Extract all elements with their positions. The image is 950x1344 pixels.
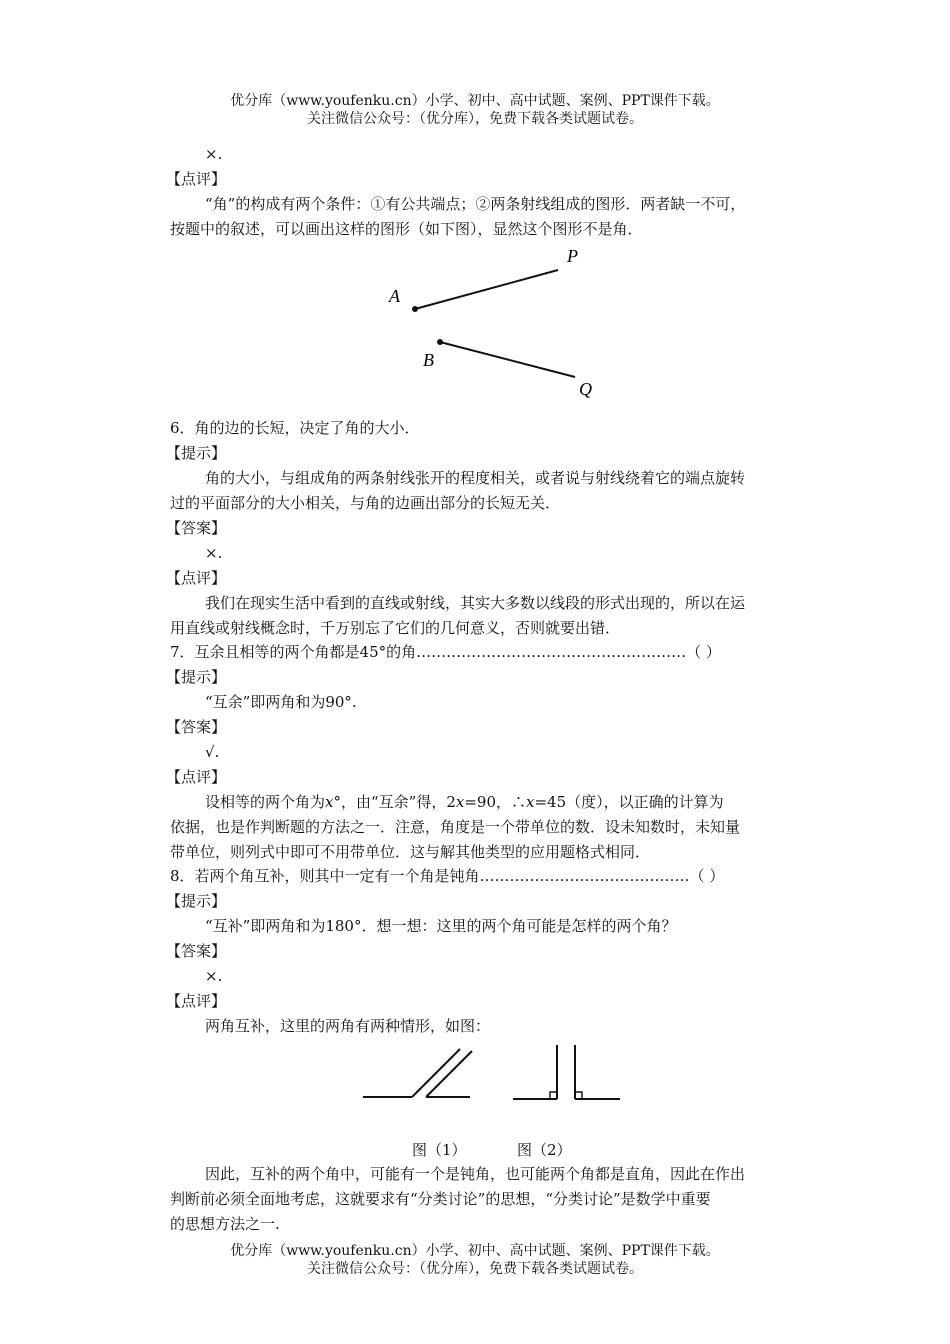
fig1-ray-right (426, 1051, 472, 1097)
q7-hint: “互余”即两角和为90°. (205, 693, 357, 711)
q6-comment-label: 【点评】 (166, 569, 227, 587)
var-x-1: x (325, 793, 334, 811)
header-line-2: 关注微信公众号：（优分库），免费下载各类试题试卷。 (307, 111, 643, 127)
fig2-right-mark-left (550, 1092, 557, 1099)
header-line-1: 优分库（www.youfenku.cn）小学、初中、高中试题、案例、PPT课件下载。 (230, 93, 720, 109)
q7-comment-1d: =45（度），以正确的计算为 (534, 793, 724, 811)
q6-comment-line-2: 用直线或射线概念时，千万别忘了它们的几何意义，否则就要出错． (170, 619, 621, 637)
q8-comment-label: 【点评】 (166, 992, 227, 1010)
q5-comment-line-2: 按题中的叙述，可以画出这样的图形（如下图），显然这个图形不是角． (170, 220, 643, 238)
q6-hint-label: 【提示】 (166, 444, 227, 462)
q7-answer-label: 【答案】 (166, 718, 227, 736)
q8-hint: “互补”即两角和为180°．想一想：这里的两个角可能是怎样的两个角？ (205, 917, 677, 935)
q7-comment-line-2: 依据，也是作判断题的方法之一．注意，角度是一个带单位的数．设未知数时，未知量 (170, 818, 741, 836)
q7-comment-1a: 设相等的两个角为 (205, 793, 326, 811)
q6-answer-label: 【答案】 (166, 519, 227, 537)
figure-2-right-angles (508, 1042, 623, 1106)
q6-question: 6．角的边的长短，决定了角的大小． (170, 419, 420, 437)
label-q: Q (579, 379, 592, 399)
point-b (437, 339, 443, 345)
var-x-3: x (526, 793, 535, 811)
q7-question: 7．互余且相等的两个角都是45°的角………………………………………………（ ） (170, 643, 721, 661)
q7-answer: √. (205, 743, 220, 761)
q6-hint-line-1: 角的大小，与组成角的两条射线张开的程度相关，或者说与射线绕着它的端点旋转 (205, 469, 746, 487)
q7-comment-line-3: 带单位，则列式中即可不用带单位．这与解其他类型的应用题格式相同． (170, 843, 651, 861)
label-a: A (389, 286, 400, 306)
point-a (412, 306, 418, 312)
q8-answer-label: 【答案】 (166, 942, 227, 960)
q6-answer: ×. (205, 544, 223, 562)
q8-question: 8．若两个角互补，则其中一定有一个角是钝角……………………………………（ ） (170, 867, 725, 885)
fig2-right-mark-right (575, 1092, 582, 1099)
q7-hint-label: 【提示】 (166, 668, 227, 686)
figure-1-obtuse-angles (360, 1045, 475, 1105)
q7-comment-label: 【点评】 (166, 768, 227, 786)
q5-comment-label: 【点评】 (166, 170, 227, 188)
q8-answer: ×. (205, 967, 223, 985)
q8-conclusion-line-1: 因此，互补的两个角中，可能有一个是钝角，也可能两个角都是直角，因此在作出 (205, 1165, 746, 1183)
label-b: B (423, 350, 434, 370)
q5-answer: ×. (205, 145, 223, 163)
q7-comment-1b: °，由“互余”得，2 (333, 793, 456, 811)
q8-conclusion-line-2: 判断前必须全面地考虑，这就要求有“分类讨论”的思想，“分类讨论”是数学中重要 (170, 1190, 711, 1208)
q6-comment-line-1: 我们在现实生活中看到的直线或射线，其实大多数以线段的形式出现的，所以在运 (205, 594, 746, 612)
ray-bq (440, 342, 575, 377)
figure-1-caption: 图（1） (412, 1141, 467, 1159)
q6-hint-line-2: 过的平面部分的大小相关，与角的边画出部分的长短无关． (170, 494, 561, 512)
q7-comment-line-1 (205, 791, 830, 813)
q5-comment-line-1: “角”的构成有两个条件：①有公共端点；②两条射线组成的图形．两者缺一不可， (205, 195, 746, 213)
q8-conclusion-line-3: 的思想方法之一. (170, 1215, 280, 1233)
fig1-ray-left (412, 1049, 460, 1097)
var-x-2: x (455, 793, 465, 811)
q8-hint-label: 【提示】 (166, 892, 227, 910)
figure-2-caption: 图（2） (517, 1141, 572, 1159)
label-p: P (567, 246, 578, 266)
ray-ap (415, 270, 558, 309)
q5-rays-figure (380, 240, 620, 405)
q8-comment-line-1: 两角互补，这里的两角有两种情形，如图： (205, 1017, 491, 1035)
q7-comment-1c: =90，∴ (464, 793, 526, 811)
footer-line-2: 关注微信公众号：（优分库），免费下载各类试题试卷。 (307, 1261, 643, 1277)
footer-line-1: 优分库（www.youfenku.cn）小学、初中、高中试题、案例、PPT课件下载。 (230, 1243, 720, 1259)
